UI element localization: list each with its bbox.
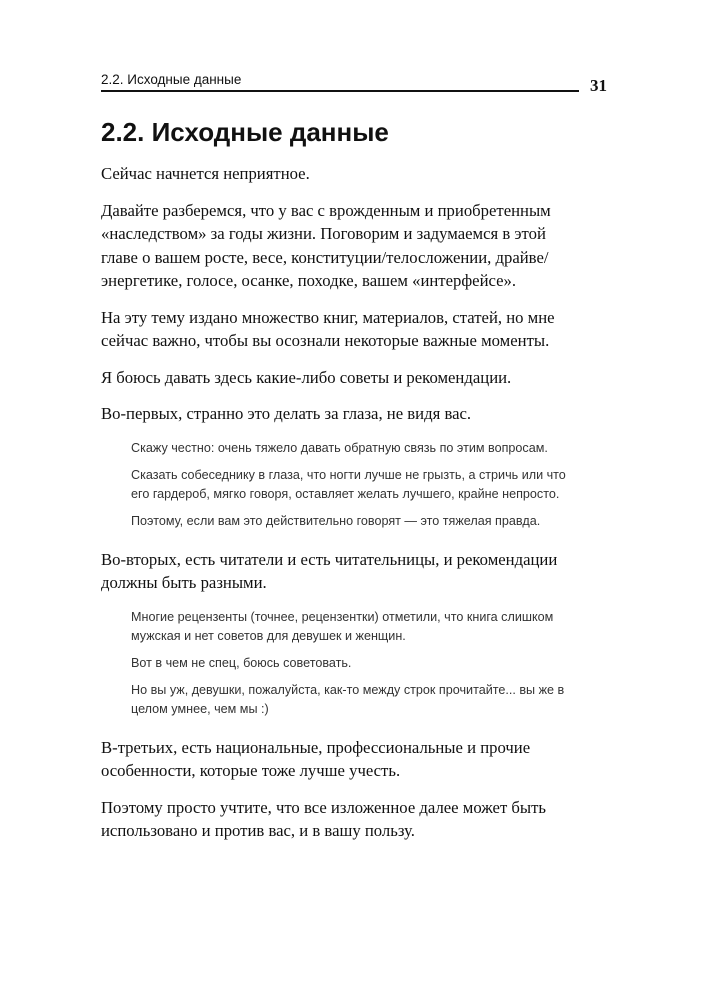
side-note: [131, 608, 571, 719]
note-paragraph: Многие рецензенты (точнее, рецензентки) отметили, что книга слишком мужская и нет советов для девушек и женщин.: [131, 609, 554, 643]
paragraph: В-третьих, есть национальные, профессиональные и прочие особенности, которые тоже лучше учесть.: [101, 737, 531, 780]
paragraph: На эту тему издано множество книг, материалов, статей, но мне сейчас важно, чтобы вы осознали некоторые важные моменты.: [101, 307, 555, 350]
note-paragraph: Но вы уж, девушки, пожалуйста, как-то между строк прочитайте... вы же в целом умнее, чем мы :): [131, 682, 565, 716]
paragraph: Я боюсь давать здесь какие-либо советы и рекомендации.: [101, 367, 512, 387]
running-head-title: 2.2. Исходные данные: [101, 72, 242, 87]
note-paragraph: Вот в чем не спец, боюсь советовать.: [131, 655, 352, 670]
section-title: 2.2. Исходные данные: [101, 117, 389, 147]
note-paragraph: Поэтому, если вам это действительно говорят — это тяжелая правда.: [131, 513, 541, 528]
side-note: [131, 439, 571, 531]
note-paragraph: Сказать собеседнику в глаза, что ногти лучше не грызть, а стричь или что его гардероб, мягко говоря, оставляет желать лучшего, крайне непросто.: [131, 467, 566, 501]
page-number: 31: [590, 76, 607, 95]
paragraph: Поэтому просто учтите, что все изложенное далее может быть использовано и против вас, и в вашу пользу.: [101, 797, 547, 840]
paragraph: Сейчас начнется неприятное.: [101, 164, 310, 183]
note-paragraph: Скажу честно: очень тяжело давать обратную связь по этим вопросам.: [131, 440, 548, 455]
header-rule: [101, 90, 579, 92]
paragraph: Во-вторых, есть читатели и есть читательницы, и рекомендации должны быть разными.: [101, 549, 558, 592]
page-content: [101, 116, 571, 856]
paragraph: Во-первых, странно это делать за глаза, не видя вас.: [101, 404, 472, 423]
paragraph: Давайте разберемся, что у вас с врожденным и приобретенным «наследством» за годы жизни. Поговорим и задумаемся в этой главе о вашем росте, весе, конституции/телосложении, драйве/энергетике, голосе, осанке, походке, вашем «интерфейсе».: [101, 200, 551, 290]
